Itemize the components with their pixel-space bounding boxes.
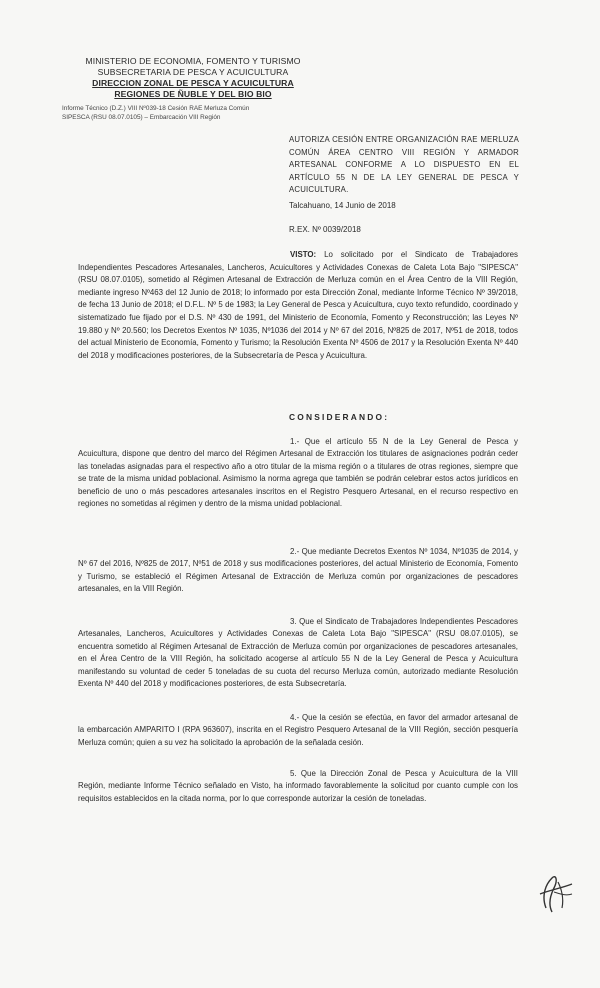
considerando-paragraph-1: 1.- Que el artículo 55 N de la Ley General de Pesca y Acuicultura, dispone que dentro del marco del Régimen Artesanal de Extracción los titulares de asignaciones podrán ceder las toneladas asignadas para el respectivo año a otro titular de la misma región o a titulares de otras regiones, siempre que se trate de la misma unidad poblacional. Asimismo la norma agrega que también se podrán celebrar estos actos jurídicos en beneficio de uno o más pescadores artesanales inscritos en el Registro Pesquero Artesanal, en el recurso respectivo en regiones no sometidas al régimen y dentro de la misma unidad poblacional. [78, 437, 518, 509]
visto-text: Lo solicitado por el Sindicato de Trabajadores Independientes Pescadores Artesanales, Lancheros, Acuicultores y Actividades Conexas de Caleta Lota Bajo "SIPESCA" (RSU 08.07.0105), sometido al Régimen Artesanal de Extracción de Merluza común en el Área Centro de la VIII Región, mediante ingreso Nº463 del 12 Junio de 2018; lo informado por esta Dirección Zonal, mediante Informe Técnico Nº 39/2018, de fecha 13 Junio de 2018; el D.F.L. Nº 5 de 1983; la Ley General de Pesca y Acuicultura, cuyo texto refundido, coordinado y sistematizado fue fijado por el D.S. Nº 430 de 1991, del Ministerio de Economía, Fomento y Reconstrucción; las Leyes Nº 19.880 y Nº 20.560; los Decretos Exentos Nº 1035, Nº1036 del 2014 y Nº 67 del 2016, Nº825 de 2017, Nº51 de 2018, todos del actual Ministerio de Economía, Fomento y Turismo; la Resolución Exenta Nº 4506 de 2017 y la Resolución Exenta Nº 440 del 2018 y modificaciones posteriores, de la Subsecretaría de Pesca y Acuicultura. [78, 250, 518, 360]
regions-name: REGIONES DE ÑUBLE Y DEL BIO BIO [114, 89, 272, 99]
considerando-heading: CONSIDERANDO: [289, 412, 390, 422]
considerando-paragraph-3: 3. Que el Sindicato de Trabajadores Independientes Pescadores Artesanales, Lancheros, Acuicultores y Actividades Conexas de Caleta Lota Bajo "SIPESCA" (RSU 08.07.0105), se encuentra sometido al Régimen Artesanal de Extracción de Merluza común por organizaciones de pescadores artesanales, en el Área Centro de la VIII Región, ha solicitado acogerse al artículo 55 N de la Ley General de Pesca y Acuicultura manifestando su voluntad de ceder 5 toneladas de su cuota del recurso Merluza común, autorizado mediante Resolución Exenta Nº 440 del 2018 y modificaciones posteriores, de esta Subsecretaría. [78, 617, 518, 689]
visto-label: VISTO: [290, 250, 317, 259]
considerando-paragraph-4: 4.- Que la cesión se efectúa, en favor del armador artesanal de la embarcación AMPARITO I (RPA 963607), inscrita en el Registro Pesquero Artesanal de la VIII Región, sección pesquería Merluza común; quien a su vez ha solicitado la aprobación de la señalada cesión. [78, 713, 518, 747]
ministry-name: MINISTERIO DE ECONOMIA, FOMENTO Y TURISMO [85, 56, 301, 66]
considerando-paragraph-2: 2.- Que mediante Decretos Exentos Nº 1034, Nº1035 de 2014, y Nº 67 del 2016, Nº825 de 2017, Nº51 de 2018 y sus modificaciones posteriores, del actual Ministerio de Economía, Fomento y Turismo, se estableció el Régimen Artesanal de Extracción de Merluza común por organizaciones de pescadores artesanales, en la VIII Región. [78, 547, 518, 594]
subsecretary-name: SUBSECRETARIA DE PESCA Y ACUICULTURA [97, 67, 289, 77]
directorate-name: DIRECCION ZONAL DE PESCA Y ACUICULTURA [92, 78, 294, 88]
resolution-number: R.EX. Nº 0039/2018 [289, 225, 361, 234]
reference-line-1: Informe Técnico (D.Z.) VIII Nº039-18 Cesión RAE Merluza Común [62, 105, 250, 112]
reference-block [62, 104, 322, 122]
reference-line-2: SIPESCA (RSU 08.07.0105) – Embarcación VIII Región [62, 114, 221, 121]
considerando-paragraph-5: 5. Que la Dirección Zonal de Pesca y Acuicultura de la VIII Región, mediante Informe Técnico señalado en Visto, ha informado favorablemente la solicitud por cuanto cumple con los requisitos establecidos en la citada norma, por lo que corresponde autorizar la cesión de toneladas. [78, 769, 518, 803]
document-date: Talcahuano, 14 Junio de 2018 [289, 201, 396, 210]
handwritten-signature [532, 868, 576, 918]
resolution-subject: AUTORIZA CESIÓN ENTRE ORGANIZACIÓN RAE MERLUZA COMÚN ÁREA CENTRO VIII REGIÓN Y ARMADOR ARTESANAL CONFORME A LO DISPUESTO EN EL ARTÍCULO 55 N DE LA LEY GENERAL DE PESCA Y ACUICULTURA. [289, 135, 519, 194]
visto-section [78, 249, 518, 362]
letterhead [78, 56, 308, 100]
